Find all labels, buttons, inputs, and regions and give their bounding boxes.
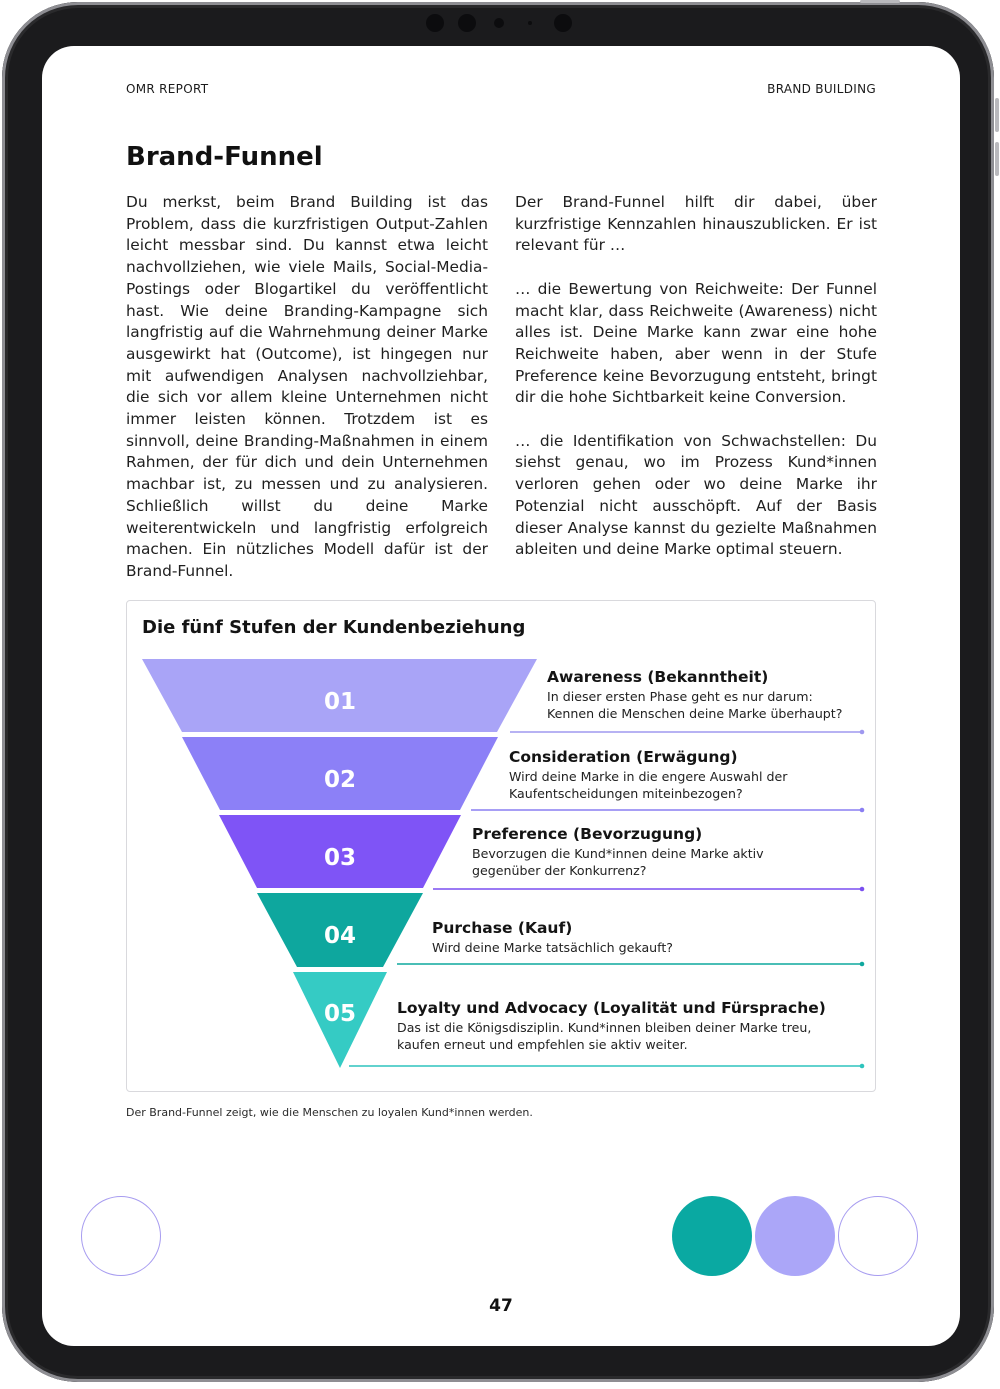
stage-number-5: 05: [323, 1001, 357, 1027]
stage-divider-dot-1: [860, 730, 865, 735]
right-text-column: [515, 192, 877, 583]
stage-number-2: 02: [323, 767, 357, 793]
stage-text-2: [509, 747, 787, 802]
page-number: 47: [489, 1296, 513, 1316]
volume-button-down: [995, 142, 999, 176]
stage-text-4: [432, 918, 673, 956]
stage-desc-2b: Kaufentscheidungen miteinbezogen?: [509, 786, 743, 801]
stage-desc-5b: kaufen erneut und empfehlen sie aktiv weiter.: [397, 1037, 688, 1052]
volume-button-up: [995, 98, 999, 132]
right-paragraph-reach: … die Bewertung von Reichweite: Der Funnel macht klar, dass Reichweite (Awareness) nicht alles ist. Deine Marke kann zwar eine hohe Reichweite haben, aber wenn in der Stufe Preference keine Bevorzugung entsteht, bringt dir die hohe Sichtbarkeit keine Conversion.: [515, 279, 877, 407]
lavender-circle: [755, 1196, 835, 1276]
left-paragraph: Du merkst, beim Brand Building ist das Problem, dass die kurzfristigen Output-Zahlen leicht messbar sind. Du kannst etwa leicht nachvollziehen, wie viele Mails, Social-Media-Postings oder Blogartikel du veröffentlicht hast. Wie deine Branding-Kampagne sich langfristig auf die Wahrnehmung deiner Marke ausgewirkt hat (Outcome), ist hingegen nur mit aufwendigen Analysen nachvollziehbar, die sich vor allem kleine Unternehmen nicht immer leisten können. Trotzdem ist es sinnvoll, deine Branding-Maßnahmen in einem Rahmen, der für dich und dein Unternehmen machbar ist, zu messen und zu analysieren. Schließlich willst du deine Marke weiterentwickeln und langfristig erfolgreich machen. Ein nützliches Modell dafür ist der Brand-Funnel.: [126, 193, 488, 580]
stage-desc-4a: Wird deine Marke tatsächlich gekauft?: [432, 940, 673, 955]
stage-text-1: [547, 667, 842, 722]
stage-divider-dot-4: [860, 962, 865, 967]
page-screen: [42, 46, 960, 1346]
stage-divider-dot-5: [860, 1064, 865, 1069]
teal-circle: [672, 1196, 752, 1276]
stage-name-3: Preference (Bevorzugung): [472, 825, 703, 843]
stage-desc-1a: In dieser ersten Phase geht es nur darum:: [547, 689, 813, 704]
right-paragraph-weakness: … die Identifikation von Schwachstellen: Du siehst genau, wo im Prozess Kund*innen verloren gehen oder wo deine Marke ihr Potenzial nicht ausschöpft. Auf der Basis dieser Analyse kannst du gezielte Maßnahmen ableiten und deine Marke optimal steuern.: [515, 431, 877, 559]
stage-name-1: Awareness (Bekanntheit): [547, 668, 769, 686]
camera-flash: [554, 14, 572, 32]
stage-number-1: 01: [323, 689, 357, 715]
stage-name-5: Loyalty und Advocacy (Loyalität und Fürsprache): [397, 999, 826, 1017]
stage-desc-3a: Bevorzugen die Kund*innen deine Marke aktiv: [472, 846, 764, 861]
stage-name-2: Consideration (Erwägung): [509, 748, 738, 766]
left-text-column: [126, 192, 488, 604]
camera-sensor: [426, 14, 444, 32]
stage-desc-1b: Kennen die Menschen deine Marke überhaupt?: [547, 706, 843, 721]
camera-lens: [458, 14, 476, 32]
stage-name-4: Purchase (Kauf): [432, 919, 573, 937]
stage-desc-2a: Wird deine Marke in die engere Auswahl der: [509, 769, 788, 784]
stage-divider-dot-3: [860, 887, 865, 892]
stage-text-5: [397, 998, 826, 1053]
stage-text-3: [472, 824, 764, 879]
funnel-card: [126, 600, 876, 1092]
report-label: OMR REPORT: [126, 82, 209, 96]
tablet-frame: [2, 2, 994, 1382]
camera-dot: [494, 18, 504, 28]
camera-light: [528, 21, 532, 25]
funnel-title: Die fünf Stufen der Kundenbeziehung: [142, 617, 526, 638]
stage-number-4: 04: [323, 923, 357, 949]
right-paragraph-intro: Der Brand-Funnel hilft dir dabei, über kurzfristige Kennzahlen hinauszublicken. Er ist relevant für …: [515, 193, 877, 255]
outline-circle-right: [838, 1196, 918, 1276]
stage-number-3: 03: [323, 845, 357, 871]
section-label: BRAND BUILDING: [767, 82, 876, 96]
page-title: Brand-Funnel: [126, 142, 323, 172]
stage-desc-3b: gegenüber der Konkurrenz?: [472, 863, 647, 878]
power-button: [860, 0, 900, 3]
stage-desc-5a: Das ist die Königsdisziplin. Kund*innen bleiben deiner Marke treu,: [397, 1020, 812, 1035]
figure-caption: Der Brand-Funnel zeigt, wie die Menschen zu loyalen Kund*innen werden.: [126, 1106, 533, 1119]
outline-circle-left: [81, 1196, 161, 1276]
stage-divider-dot-2: [860, 808, 865, 813]
